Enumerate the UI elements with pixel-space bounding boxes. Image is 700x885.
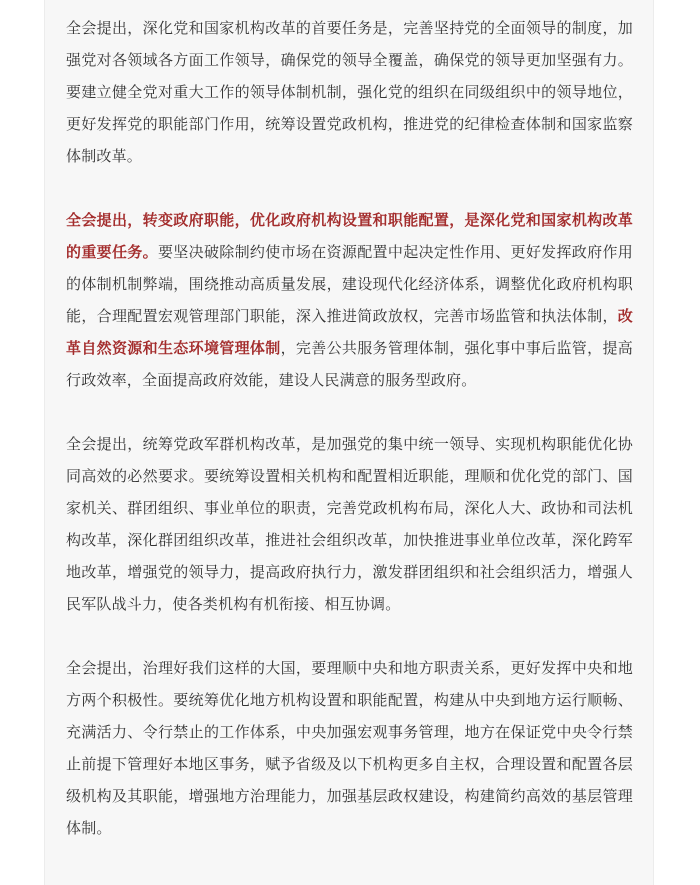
paragraph-government-functions bbox=[66, 204, 633, 396]
paragraph-text: 全会提出，统筹党政军群机构改革，是加强党的集中统一领导、实现机构职能优化协同高效的必然要求。要统筹设置相关机构和配置相近职能，理顺和优化党的部门、国家机关、群团组织、事业单位的职责，完善党政机构布局，深化人大、政协和司法机构改革，深化群团组织改革，推进社会组织改革，加快推进事业单位改革，深化跨军地改革，增强党的领导力，提高政府执行力，激发群团组织和社会组织活力，增强人民军队战斗力，使各类机构有机衔接、相互协调。 bbox=[66, 435, 633, 613]
paragraph-text: 全会提出，治理好我们这样的大国，要理顺中央和地方职责关系，更好发挥中央和地方两个积极性。要统筹优化地方机构设置和职能配置，构建从中央到地方运行顺畅、充满活力、令行禁止的工作体系，中央加强宏观事务管理，地方在保证党中央令行禁止前提下管理好本地区事务，赋予省级及以下机构更多自主权，合理设置和配置各层级机构及其职能，增强地方治理能力，加强基层政权建设，构建简约高效的基层管理体制。 bbox=[66, 659, 633, 837]
paragraph-text: 要坚决破除制约使市场在资源配置中起决定性作用、更好发挥政府作用的体制机制弊端，围绕推动高质量发展，建设现代化经济体系，调整优化政府机构职能，合理配置宏观管理部门职能，深入推进简政放权，完善市场监管和执法体制， bbox=[66, 243, 633, 325]
paragraph-coordinated-reform bbox=[66, 428, 633, 620]
highlighted-text: 改革自然资源和生态环境管理体制 bbox=[66, 307, 633, 357]
paragraph-central-local bbox=[66, 652, 633, 844]
paragraph-text: 全会提出，深化党和国家机构改革的首要任务是，完善坚持党的全面领导的制度，加强党对各领域各方面工作领导，确保党的领导全覆盖，确保党的领导更加坚强有力。要建立健全党对重大工作的领导体制机制，强化党的组织在同级组织中的领导地位，更好发挥党的职能部门作用，统筹设置党政机构，推进党的纪律检查体制和国家监察体制改革。 bbox=[66, 19, 633, 165]
article-body bbox=[44, 0, 654, 885]
paragraph-leadership bbox=[66, 12, 633, 172]
paragraph-text: ，完善公共服务管理体制，强化事中事后监管，提高行政效率，全面提高政府效能，建设人民满意的服务型政府。 bbox=[66, 339, 633, 389]
highlighted-text: 全会提出，转变政府职能，优化政府机构设置和职能配置，是深化党和国家机构改革的重要任务。 bbox=[66, 211, 633, 261]
